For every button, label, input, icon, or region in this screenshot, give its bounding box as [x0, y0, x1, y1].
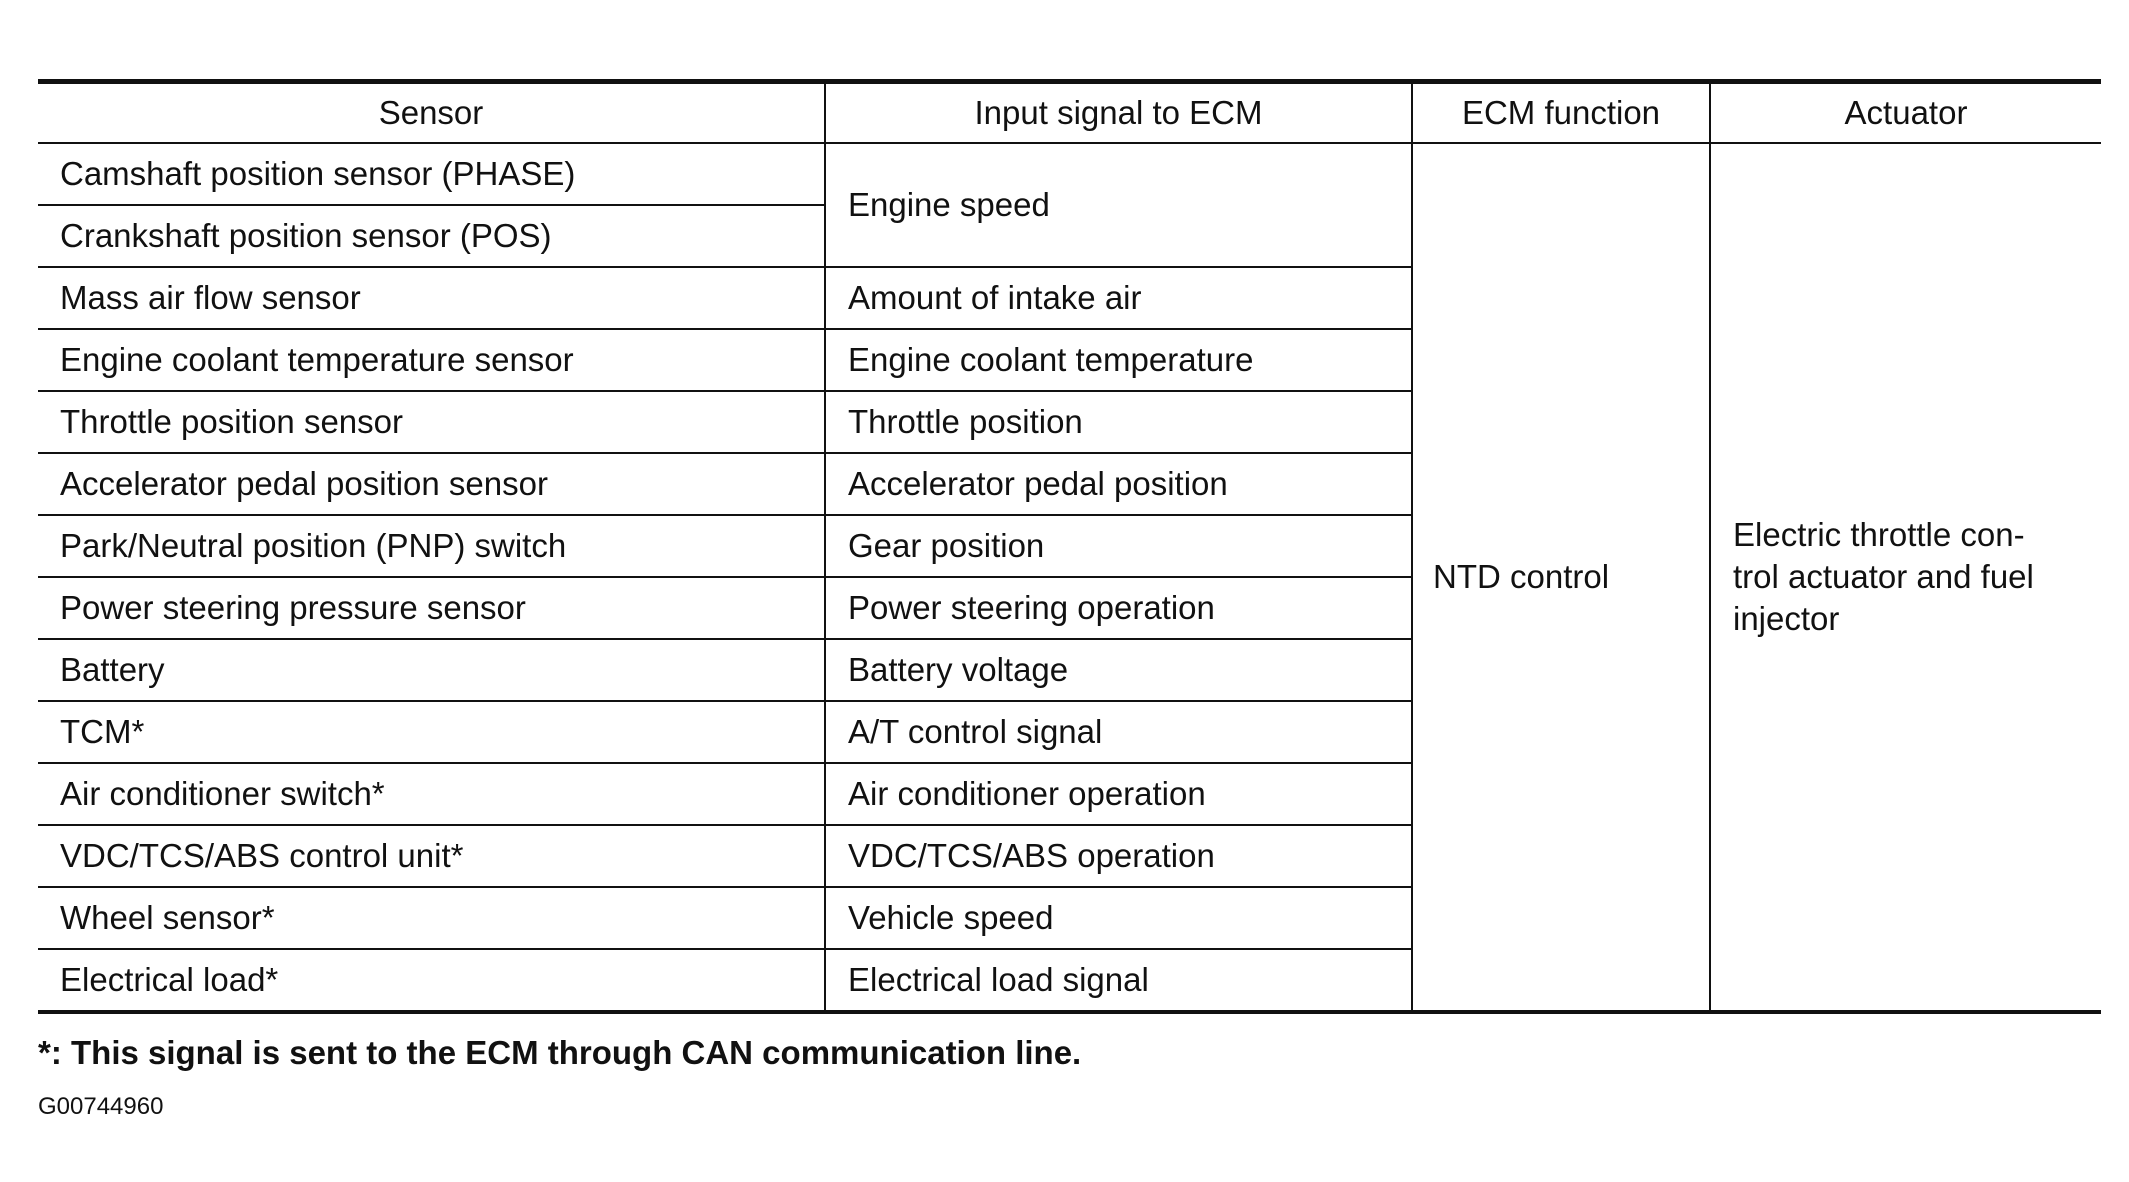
table-header-row: [38, 82, 2101, 144]
sensor-cell: Camshaft position sensor (PHASE): [38, 143, 825, 205]
ecm-function-cell: NTD control: [1412, 143, 1710, 1012]
sensor-cell: VDC/TCS/ABS control unit*: [38, 825, 825, 887]
sensor-cell: Accelerator pedal position sensor: [38, 453, 825, 515]
sensor-cell: Electrical load*: [38, 949, 825, 1012]
input-signal-cell: Throttle position: [825, 391, 1412, 453]
header-input-signal: Input signal to ECM: [825, 82, 1412, 144]
sensor-cell: Engine coolant temperature sensor: [38, 329, 825, 391]
input-signal-cell: Power steering operation: [825, 577, 1412, 639]
footnote: *: This signal is sent to the ECM through CAN communication line.: [38, 1034, 1082, 1071]
actuator-line-1: Electric throttle con-: [1733, 515, 2025, 553]
input-signal-cell: Engine speed: [825, 143, 1412, 267]
table-row: [38, 143, 2101, 205]
input-signal-cell: VDC/TCS/ABS operation: [825, 825, 1412, 887]
input-signal-cell: Accelerator pedal position: [825, 453, 1412, 515]
sensor-cell: Throttle position sensor: [38, 391, 825, 453]
actuator-line-3: injector: [1733, 600, 1840, 638]
sensor-cell: Air conditioner switch*: [38, 763, 825, 825]
figure-id: G00744960: [38, 1093, 164, 1120]
input-signal-cell: A/T control signal: [825, 701, 1412, 763]
sensor-cell: Park/Neutral position (PNP) switch: [38, 515, 825, 577]
sensor-cell: Battery: [38, 639, 825, 701]
input-signal-cell: Vehicle speed: [825, 887, 1412, 949]
input-signal-cell: Gear position: [825, 515, 1412, 577]
sensor-cell: TCM*: [38, 701, 825, 763]
input-signal-cell: Air conditioner operation: [825, 763, 1412, 825]
sensor-cell: Power steering pressure sensor: [38, 577, 825, 639]
header-ecm-function: ECM function: [1412, 82, 1710, 144]
sensor-signal-table: [38, 79, 2101, 1014]
input-signal-cell: Electrical load signal: [825, 949, 1412, 1012]
header-sensor: Sensor: [38, 82, 825, 144]
header-actuator: Actuator: [1710, 82, 2101, 144]
actuator-cell: [1710, 143, 2101, 1012]
sensor-cell: Wheel sensor*: [38, 887, 825, 949]
input-signal-cell: Amount of intake air: [825, 267, 1412, 329]
sensor-cell: Mass air flow sensor: [38, 267, 825, 329]
input-signal-cell: Battery voltage: [825, 639, 1412, 701]
actuator-line-2: trol actuator and fuel: [1733, 557, 2034, 595]
input-signal-cell: Engine coolant temperature: [825, 329, 1412, 391]
sensor-cell: Crankshaft position sensor (POS): [38, 205, 825, 267]
